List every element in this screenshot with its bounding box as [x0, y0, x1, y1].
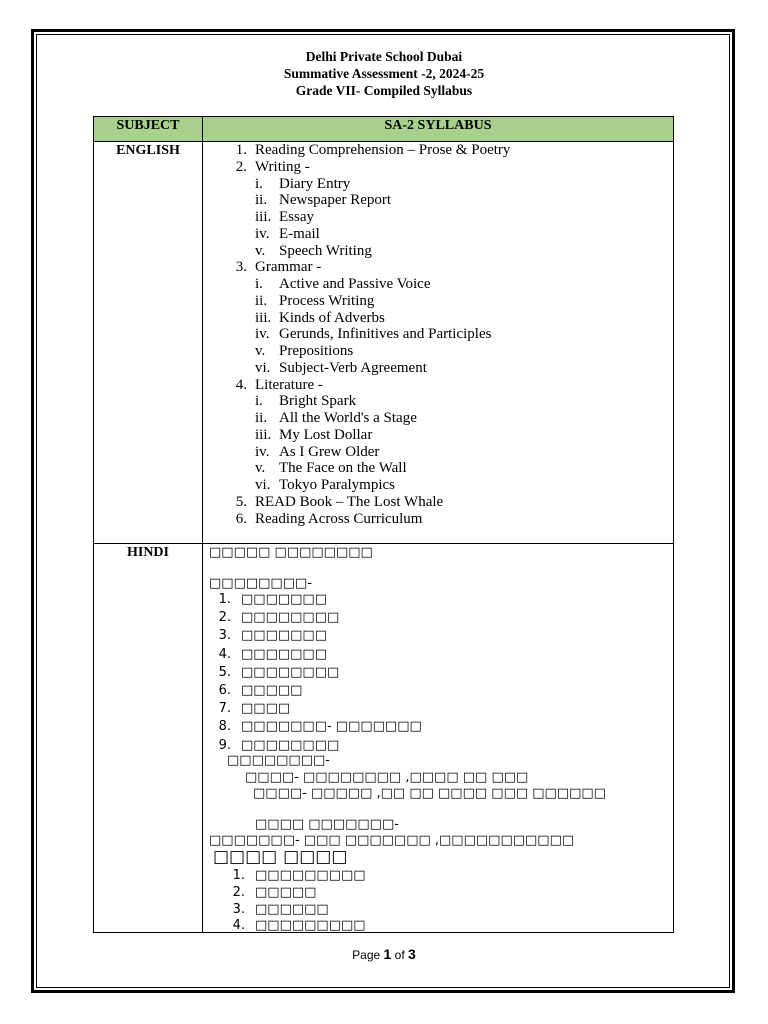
list-item-number: 1.	[232, 868, 245, 883]
list-item: Tokyo Paralympics	[279, 477, 396, 493]
list-item-number: ii.	[255, 292, 268, 309]
list-item-number: 7.	[218, 701, 231, 717]
list-item: Gerunds, Infinitives and Participles	[279, 326, 492, 343]
document-header	[0, 48, 768, 99]
list-item: □□□□□□□	[241, 646, 327, 662]
list-item: Bright Spark	[279, 393, 357, 410]
list-item: Diary Entry	[279, 175, 351, 192]
list-item-number: 6.	[235, 510, 247, 527]
list-item: Subject-Verb Agreement	[279, 359, 427, 376]
page-of-label: of	[394, 948, 405, 962]
list-item-number: v.	[255, 242, 266, 259]
list-item: □□□□□□□□	[241, 737, 340, 753]
list-item-number: 4.	[218, 646, 231, 662]
page-total: 3	[408, 946, 416, 962]
list-item-number: vi.	[255, 477, 271, 493]
list-item-number: 3.	[232, 901, 245, 917]
hindi-section-title: □□□□ □□□□□□□-	[255, 817, 399, 832]
list-item: READ Book – The Lost Whale	[255, 493, 444, 510]
list-item-number: 5.	[218, 664, 231, 680]
list-item: As I Grew Older	[279, 443, 380, 460]
english-syllabus-list	[203, 142, 673, 543]
list-item: □□□□□□□□	[241, 664, 340, 680]
list-item: E-mail	[279, 225, 320, 242]
list-item: Grammar -	[255, 259, 322, 276]
list-item-number: 2.	[232, 884, 245, 900]
list-item-number: vi.	[255, 359, 271, 376]
english-syllabus-cell	[203, 142, 674, 544]
page-label: Page	[352, 948, 381, 962]
table-row	[94, 142, 674, 544]
list-item: □□□□□	[255, 884, 317, 900]
list-item: Newspaper Report	[279, 192, 392, 209]
assessment-title: Summative Assessment -2, 2024-25	[283, 66, 485, 81]
list-item-number: iii.	[255, 426, 272, 443]
list-item-number: 1.	[235, 142, 247, 158]
list-item-number: v.	[255, 343, 266, 359]
list-item-number: 5.	[235, 493, 247, 510]
subject-english: ENGLISH	[94, 142, 203, 544]
list-item-number: 3.	[235, 259, 247, 276]
list-item: Speech Writing	[279, 242, 372, 259]
hindi-syllabus-cell	[203, 544, 674, 933]
hindi-section-line: □□□□- □□□□□ ,□□ □□ □□□□ □□□ □□□□□□	[253, 786, 606, 801]
list-item-number: iv.	[255, 225, 270, 242]
hindi-heading: □□□□□ □□□□□□□□	[209, 545, 373, 560]
list-item-number: i.	[255, 393, 263, 410]
syllabus-table	[93, 116, 674, 933]
list-item-number: 2.	[235, 158, 247, 175]
list-item-number: iii.	[255, 209, 272, 225]
list-item: Kinds of Adverbs	[279, 309, 385, 326]
list-item: □□□□□□□□	[241, 610, 340, 626]
list-item: Writing -	[255, 158, 310, 175]
hindi-section-line: □□□□- □□□□□□□□ ,□□□□ □□ □□□	[245, 770, 529, 785]
hindi-section-title: □□□□□□□□-	[209, 576, 312, 591]
list-item: □□□□□□□	[241, 628, 327, 644]
list-item-number: 4.	[232, 918, 245, 934]
list-item-number: 4.	[235, 376, 247, 393]
list-item-number: ii.	[255, 410, 268, 426]
hindi-section-title: □□□□ □□□□	[213, 847, 348, 867]
list-item: The Face on the Wall	[279, 460, 407, 477]
table-row	[94, 544, 674, 933]
list-item: All the World's a Stage	[279, 410, 417, 426]
list-item: Active and Passive Voice	[279, 276, 431, 292]
subject-hindi: HINDI	[94, 544, 203, 933]
school-name: Delhi Private School Dubai	[305, 49, 463, 64]
grade-title: Grade VII- Compiled Syllabus	[295, 83, 473, 98]
list-item-number: 3.	[218, 628, 231, 644]
page-number: 1	[383, 946, 392, 962]
list-item-number: i.	[255, 276, 263, 292]
table-header-row	[94, 117, 674, 142]
hindi-syllabus-list	[203, 544, 673, 932]
list-item: Prepositions	[279, 343, 354, 359]
syllabus-column-header: SA-2 SYLLABUS	[203, 117, 674, 142]
page-footer	[0, 946, 768, 962]
list-item: □□□□□□	[255, 901, 329, 917]
list-item: Reading Comprehension – Prose & Poetry	[255, 142, 511, 158]
list-item-number: 8.	[218, 719, 231, 735]
list-item-number: 1.	[218, 592, 231, 607]
list-item: □□□□□□□□□	[255, 918, 366, 934]
list-item-number: 6.	[218, 683, 231, 698]
list-item: Process Writing	[279, 292, 375, 309]
list-item: □□□□□	[241, 683, 303, 698]
list-item-number: iv.	[255, 443, 270, 460]
list-item: My Lost Dollar	[279, 426, 373, 443]
list-item-number: 9.	[218, 737, 231, 753]
hindi-section-title: □□□□□□□□-	[227, 753, 330, 768]
list-item: □□□□□□□□□	[255, 868, 366, 883]
list-item-number: iii.	[255, 309, 272, 326]
list-item-number: 2.	[218, 610, 231, 626]
list-item: Literature -	[255, 376, 323, 393]
list-item-number: i.	[255, 175, 263, 192]
hindi-section-line: □□□□□□□- □□□ □□□□□□□ ,□□□□□□□□□□□	[209, 833, 575, 848]
list-item: Essay	[279, 209, 314, 225]
list-item-number: ii.	[255, 192, 268, 209]
list-item: □□□□	[241, 701, 291, 717]
list-item-number: iv.	[255, 326, 270, 343]
list-item: □□□□□□□	[241, 592, 327, 607]
list-item: □□□□□□□- □□□□□□□	[241, 719, 422, 735]
subject-column-header: SUBJECT	[94, 117, 203, 142]
list-item-number: v.	[255, 460, 266, 477]
list-item: Reading Across Curriculum	[255, 510, 423, 527]
